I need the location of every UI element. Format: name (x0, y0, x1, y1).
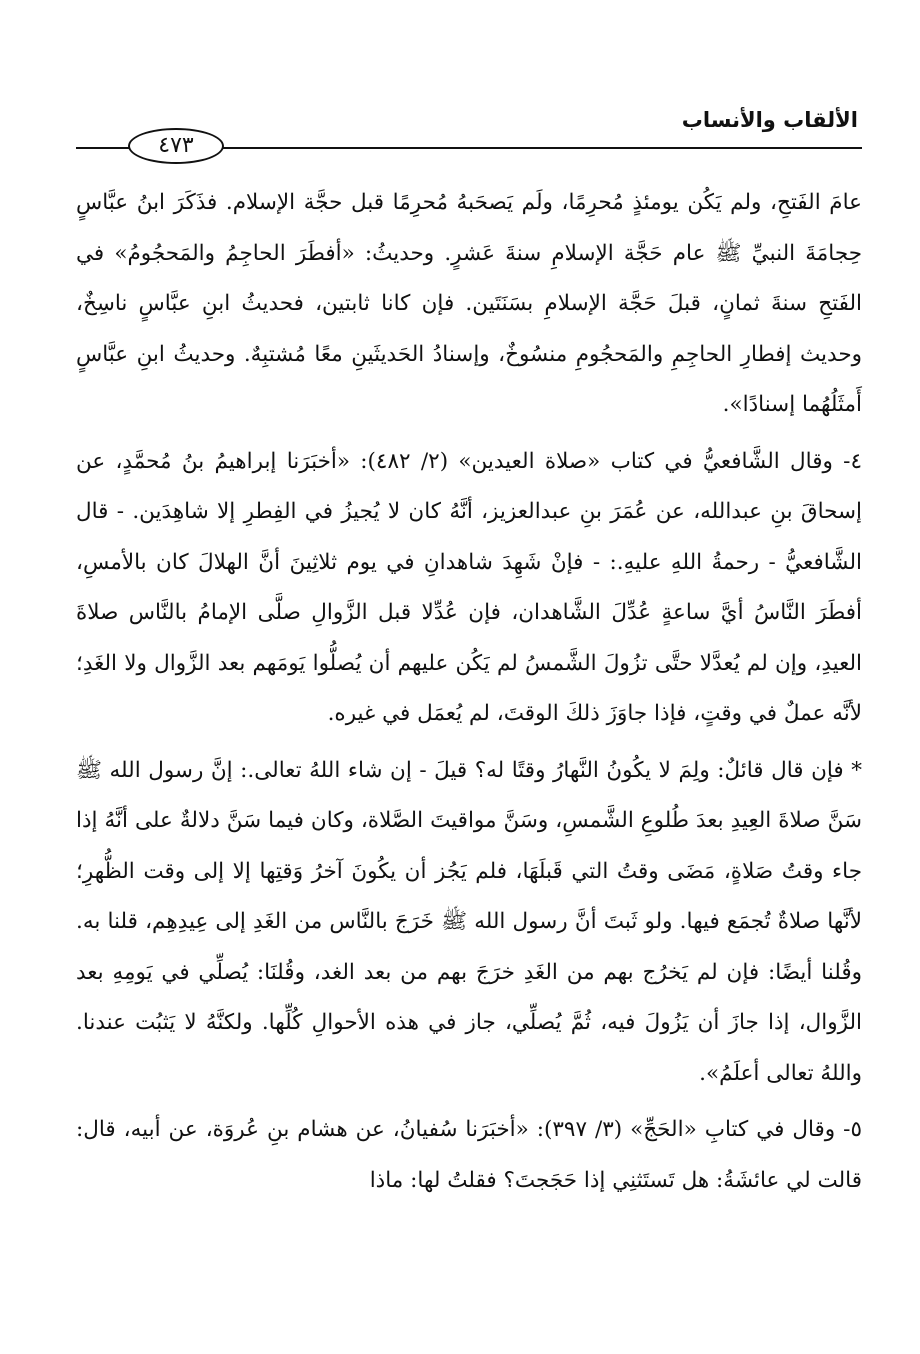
page-number-badge (128, 128, 224, 164)
paragraph-3: * فإن قال قائلٌ: ولِمَ لا يكُونُ النَّهارُ وقتًا له؟ قيلَ - إن شاء اللهُ تعالى.: إنَّ رسول الله ﷺ سَنَّ صلاةَ العِيدِ بعدَ طُلوعِ الشَّمسِ، وسَنَّ مواقيتَ الصَّلاة، وكان فيما سَنَّ دلالةٌ على أنَّهُ إذا جاء وقتُ صَلاةٍ، مَضَى وقتُ التي قَبلَهَا، فلم يَجُز أن يكُونَ آخرُ وَقتِها إلا إلى وقت الظُّهرِ؛ لأنَّها صلاةٌ تُجمَع فيها. ولو ثَبتَ أنَّ رسول الله ﷺ خَرَجَ بالنَّاس من الغَدِ إلى عِيدِهِم، قلنا به. وقُلنا أيضًا: فإن لم يَخرُج بهم من الغَدِ خرَجَ بهم من بعد الغد، وقُلنَا: يُصلِّي في يَومِهِ بعد الزَّوال، إذا جازَ أن يَزُولَ فيه، ثُمَّ يُصلِّي، جاز في هذه الأحوالِ كُلِّها. ولكنَّهُ لا يَثبُت عندنا. واللهُ تعالى أعلَمُ». (76, 757, 862, 1086)
page-number: ٤٧٣ (158, 133, 194, 158)
running-title: الألقاب والأنساب (681, 108, 858, 132)
paragraph-1: عامَ الفَتحِ، ولم يَكُن يومئذٍ مُحرِمًا، ولَم يَصحَبهُ مُحرِمًا قبل حجَّة الإسلام. فذَكَرَ ابنُ عبَّاسٍ حِجامَةَ النبيِّ ﷺ عام حَجَّة الإسلامِ سنةَ عَشرٍ. وحديثُ: «أفطَرَ الحاجِمُ والمَحجُومُ» في الفَتحِ سنةَ ثمانٍ، قبلَ حَجَّة الإسلامِ بسَنَتَين. فإن كانا ثابتين، فحديثُ ابنِ عبَّاسٍ ناسِخٌ، وحديث إفطارِ الحاجِمِ والمَحجُومِ منسُوخٌ، وإسنادُ الحَديثَينِ معًا مُشتبِهٌ. وحديثُ ابنِ عبَّاسٍ أَمثَلُهُما إسنادًا». (76, 190, 862, 417)
paragraph-4: ٥- وقال في كتابِ «الحَجِّ» (٣/ ٣٩٧): «أخبَرَنا سُفيانُ، عن هشام بنِ عُروَة، عن أبيه، قال: قالت لي عائشَةُ: هل تَستَثنِي إذا حَجَجتَ؟ فقلتُ لها: ماذا (76, 1117, 862, 1193)
body-text (76, 178, 862, 1206)
paragraph-2: ٤- وقال الشَّافعيُّ في كتاب «صلاة العيدين» (٢/ ٤٨٢): «أخبَرَنا إبراهيمُ بنُ مُحمَّدٍ، عن إسحاقَ بنِ عبدالله، عن عُمَرَ بنِ عبدالعزيز، أنَّهُ كان لا يُجيزُ في الفِطرِ إلا شاهِدَين. - قال الشَّافعيُّ - رحمةُ اللهِ عليهِ.: - فإنْ شَهِدَ شاهدانِ في يوم ثلاثِينَ أنَّ الهلالَ كان بالأمسِ، أفطَرَ النَّاسُ أيَّ ساعةٍ عُدِّلَ الشَّاهدان، فإن عُدِّلا قبل الزَّوالِ صلَّى الإمامُ بالنَّاس صلاةَ العيدِ، وإن لم يُعدَّلا حتَّى تزُولَ الشَّمسُ لم يَكُن عليهم أن يُصلُّوا يَومَهم بعد الزَّوال ولا الغَدِ؛ لأنَّه عملٌ في وقتٍ، فإذا جاوَزَ ذلكَ الوقتَ، لم يُعمَل في غيره. (76, 448, 862, 726)
